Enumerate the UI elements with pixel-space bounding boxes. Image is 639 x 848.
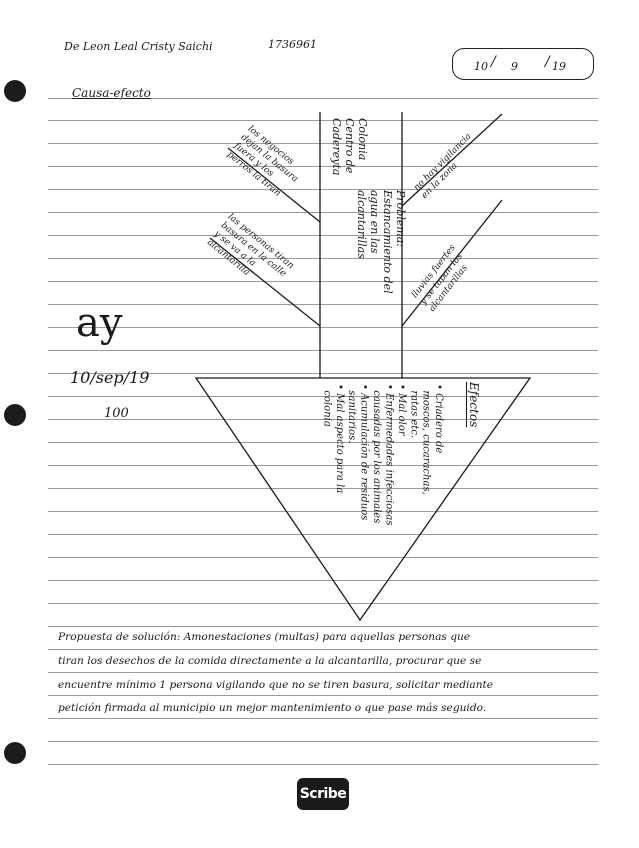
grade-date: 10/sep/19 [70, 368, 150, 387]
cause-right-top: no hay vigilancia en la zona [412, 131, 474, 201]
cause-left-1: los negocios dejan la basura fuera y los perros la tiran [224, 124, 300, 199]
grade-initials: ay [76, 300, 123, 346]
proposal-line-3: encuentre mínimo 1 persona vigilando que no se tiren basura, solicitar mediante [58, 679, 494, 691]
location-label: Colonia Centro de Cadereyta [330, 118, 369, 176]
effects-list: • Criadero de moscos, cucarachas, ratas etc. • Mal olor • Enfermedades infecciosas causadas por los animales • Acumulación de residuos sanitarios. • Mal aspecto para la colonia [321, 384, 445, 526]
effects-title: Efectos [467, 382, 481, 428]
date-year: 19 [552, 60, 566, 73]
proposal-line-1: Propuesta de solución: Amonestaciones (multas) para aquellas personas que [58, 631, 471, 643]
date-sep-2: / [545, 54, 550, 70]
student-id: 1736961 [268, 38, 317, 51]
cause-right-bottom: lluvias fuertes y se tapan las alcantarillas [410, 243, 470, 314]
date-month: 9 [511, 60, 518, 73]
proposal-line-2: tiran los desechos de la comida directamente a la alcantarilla, procurar que se [58, 655, 482, 667]
page-title: Causa-efecto [72, 86, 151, 100]
problem-label: Problema: Estancamiento del agua en las alcantarillas [355, 190, 407, 294]
scribe-logo: Scribe [297, 778, 349, 810]
proposal-line-4: petición firmada al municipio un mejor mantenimiento o que pase más seguido. [58, 702, 487, 714]
grade-score: 100 [104, 406, 129, 421]
date-sep-1: / [491, 54, 496, 70]
cause-left-2: las personas tiran basura en la calle y se va a la alcantarilla [204, 212, 296, 280]
date-day: 10 [474, 60, 488, 73]
student-name: De Leon Leal Cristy Saichi [64, 40, 213, 53]
